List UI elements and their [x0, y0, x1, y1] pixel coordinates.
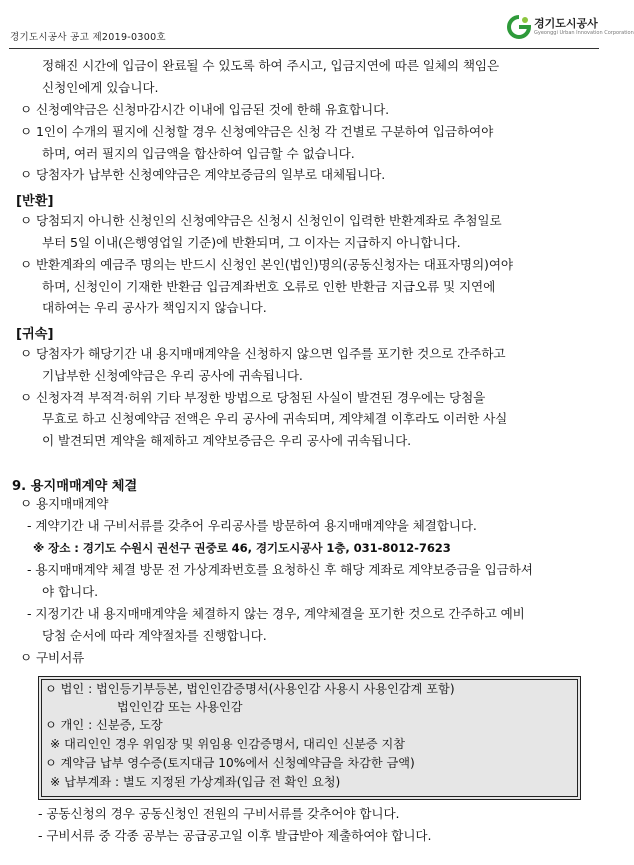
forfeit-bullet: ㅇ 신청자격 부적격·허위 기타 부정한 방법으로 당첨된 사실이 발견된 경우에는 당첨을 [20, 390, 486, 405]
forfeit-bullet-cont: 무효로 하고 신청예약금 전액은 우리 공사에 귀속되며, 계약체결 이후라도 이러한 사실 [42, 411, 508, 426]
docs-footnote: - 공동신청의 경우 공동신청인 전원의 구비서류를 갖추어야 합니다. [38, 806, 400, 821]
docs-footnote: - 구비서류 중 각종 공부는 공급공고일 이후 발급받아 제출하여야 합니다. [38, 828, 432, 843]
notice-number: 경기도시공사 공고 제2019-0300호 [10, 32, 166, 43]
deposit-bullet-cont: 하며, 여러 필지의 입금액을 합산하여 입금할 수 없습니다. [42, 146, 355, 161]
section9-subheading: ㅇ 용지매매계약 [20, 496, 109, 511]
refund-bullet-cont: 부터 5일 이내(은행영업일 기준)에 반환되며, 그 이자는 지급하지 아니합니다. [42, 235, 461, 250]
gh-logo [506, 12, 634, 46]
forfeit-bullet-cont: 이 발견되면 계약을 해제하고 계약보증금은 우리 공사에 귀속됩니다. [42, 433, 412, 448]
docs-line: ㅇ 법인 : 법인등기부등본, 법인인감증명서(사용인감 사용시 사용인감계 포함) [45, 682, 455, 696]
docs-line: ㅇ 개인 : 신분증, 도장 [45, 718, 163, 732]
contract-item-cont: 당첨 순서에 따라 계약절차를 진행합니다. [42, 628, 267, 643]
docs-line: 법인인감 또는 사용인감 [117, 700, 243, 714]
forfeit-bullet: ㅇ 당첨자가 해당기간 내 용지매매계약을 신청하지 않으면 입주를 포기한 것으로 간주하고 [20, 346, 506, 361]
contract-place: ※ 장소 : 경기도 수원시 권선구 권중로 46, 경기도시공사 1층, 031-8012-7623 [33, 541, 451, 555]
page-header [0, 0, 634, 48]
contract-item: - 지정기간 내 용지매매계약을 체결하지 않는 경우, 계약체결을 포기한 것으로 간주하고 예비 [27, 606, 525, 621]
docs-note: ※ 납부계좌 : 별도 지정된 가상계좌(입금 전 확인 요청) [50, 775, 341, 789]
deposit-bullet: ㅇ 신청예약금은 신청마감시간 이내에 입금된 것에 한해 유효합니다. [20, 102, 390, 117]
deposit-bullet: ㅇ 1인이 수개의 필지에 신청할 경우 신청예약금은 신청 각 건별로 구분하여 입금하여야 [20, 124, 494, 139]
gh-logo-icon [506, 14, 532, 40]
header-divider [9, 48, 599, 49]
refund-bullet-cont: 하며, 신청인이 기재한 반환금 입금계좌번호 오류로 인한 반환금 지급오류 및 지연에 [42, 279, 496, 294]
docs-note: ※ 대리인인 경우 위임장 및 위임용 인감증명서, 대리인 신분증 지참 [50, 737, 406, 751]
section9-subheading: ㅇ 구비서류 [20, 650, 85, 665]
deposit-line: 신청인에게 있습니다. [42, 80, 159, 95]
logo-subtitle: Gyeonggi Urban Innovation Corporation [534, 30, 634, 36]
contract-item: - 계약기간 내 구비서류를 갖추어 우리공사를 방문하여 용지매매계약을 체결합니다. [27, 518, 477, 533]
contract-item: - 용지매매계약 체결 방문 전 가상계좌번호를 요청하신 후 해당 계좌로 계약보증금을 입금하셔 [27, 562, 533, 577]
forfeit-heading: [귀속] [16, 327, 54, 342]
refund-bullet: ㅇ 당첨되지 아니한 신청인의 신청예약금은 신청시 신청인이 입력한 반환계좌로 추첨일로 [20, 213, 502, 228]
deposit-bullet: ㅇ 당첨자가 납부한 신청예약금은 계약보증금의 일부로 대체됩니다. [20, 167, 386, 182]
contract-item-cont: 야 합니다. [42, 584, 99, 599]
deposit-line: 정해진 시간에 입금이 완료될 수 있도록 하여 주시고, 입금지연에 따른 일체의 책임은 [42, 58, 500, 73]
refund-bullet-cont: 대하여는 우리 공사가 책임지지 않습니다. [42, 300, 267, 315]
docs-line: ㅇ 계약금 납부 영수증(토지대금 10%에서 신청예약금을 차감한 금액) [45, 756, 415, 770]
logo-name: 경기도시공사 [534, 17, 598, 30]
required-docs-inner [41, 679, 578, 797]
section9-title: 9. 용지매매계약 체결 [12, 479, 138, 494]
forfeit-bullet-cont: 기납부한 신청예약금은 우리 공사에 귀속됩니다. [42, 368, 303, 383]
refund-heading: [반환] [16, 194, 54, 209]
refund-bullet: ㅇ 반환계좌의 예금주 명의는 반드시 신청인 본인(법인)명의(공동신청자는 대표자명의)여야 [20, 257, 514, 272]
